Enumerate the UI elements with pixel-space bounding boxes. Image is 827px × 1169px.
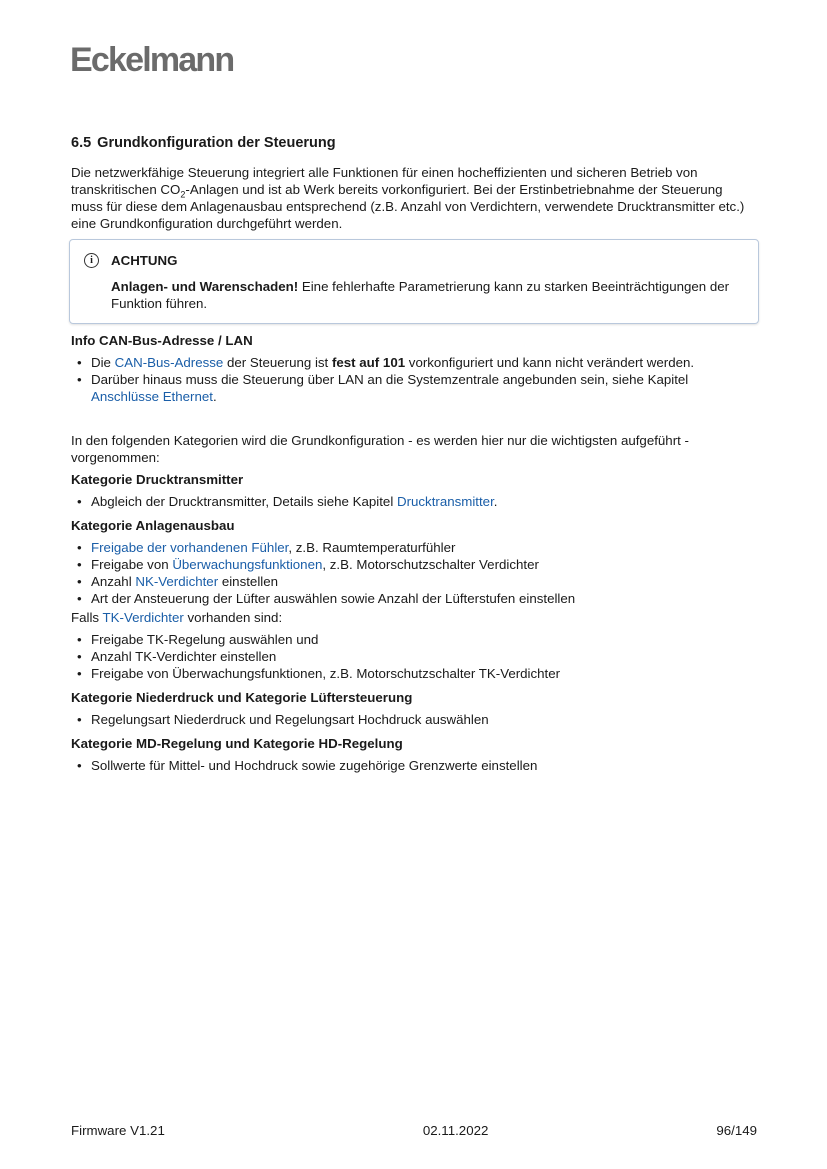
list-item <box>71 539 757 556</box>
info-list <box>71 354 757 405</box>
drucktransmitter-link[interactable]: Drucktransmitter <box>396 494 494 509</box>
tk-list <box>71 631 757 682</box>
text: . <box>493 494 498 509</box>
page-footer <box>71 1122 757 1139</box>
md-hd-heading: Kategorie MD-Regelung und Kategorie HD-Regelung <box>71 736 403 751</box>
intro-text-b: -Anlagen und ist ab Werk bereits vorkonfiguriert. Bei der Erstinbetriebnahme der Steuerung muss für diese dem Anlagenausbau entsprechend (z.B. Anzahl von Verdichtern, verwendete Drucktransmitter etc.) eine Grundkonfiguration durchgeführt werden. <box>71 182 745 231</box>
text: der Steuerung ist <box>223 355 332 370</box>
text: vorhanden sind: <box>183 610 283 625</box>
section-title-text: Grundkonfiguration der Steuerung <box>97 135 336 151</box>
categories-intro: In den folgenden Kategorien wird die Grundkonfiguration - es werden hier nur die wichtigsten aufgeführt - vorgenommen: <box>71 433 689 465</box>
nk-verdichter-link[interactable]: NK-Verdichter <box>135 574 219 589</box>
text: Die <box>91 355 115 370</box>
info-heading: Info CAN-Bus-Adresse / LAN <box>71 333 253 348</box>
list-item: • Anzahl TK-Verdichter einstellen <box>71 648 757 665</box>
niederdruck-heading: Kategorie Niederdruck und Kategorie Lüftersteuerung <box>71 690 413 705</box>
intro-text-a: Die netzwerkfähige Steuerung integriert alle Funktionen für einen hocheffizienten und sicheren Betrieb von transkritischen CO <box>71 165 698 197</box>
text: Falls <box>71 610 103 625</box>
text: , z.B. Raumtemperaturfühler <box>288 540 456 555</box>
anlagenausbau-heading: Kategorie Anlagenausbau <box>71 518 235 533</box>
notice-body <box>84 278 742 312</box>
notice-text: Eine fehlerhafte Parametrierung kann zu starken Beeinträchtigungen der Funktion führen. <box>111 279 730 311</box>
list-item: • Sollwerte für Mittel- und Hochdruck sowie zugehörige Grenzwerte einstellen <box>71 757 757 774</box>
eckelmann-logo: Eckelmann <box>70 41 234 79</box>
list-item: • Freigabe TK-Regelung auswählen und <box>71 631 757 648</box>
drucktransmitter-heading: Kategorie Drucktransmitter <box>71 472 244 487</box>
section-title <box>71 134 757 152</box>
footer-date: 02.11.2022 <box>422 1123 489 1138</box>
info-icon: i <box>84 253 99 268</box>
warning-notice <box>69 239 759 324</box>
text: Freigabe von <box>91 557 173 572</box>
bold-text: fest auf 101 <box>331 355 406 370</box>
text: vorkonfiguriert und kann nicht verändert werden. <box>405 355 695 370</box>
text: einstellen <box>218 574 279 589</box>
page-content <box>71 134 757 781</box>
footer-page-number: 96/149 <box>716 1123 757 1138</box>
section-number: 6.5 <box>71 135 92 151</box>
ueberwachungsfunktionen-link[interactable]: Überwachungsfunktionen <box>172 557 323 572</box>
tk-intro <box>71 609 757 626</box>
list-item <box>71 354 757 371</box>
anschluesse-ethernet-link[interactable]: Anschlüsse Ethernet <box>91 389 213 404</box>
text: Anzahl <box>91 574 136 589</box>
text: , z.B. Motorschutzschalter Verdichter <box>322 557 539 572</box>
text: Abgleich der Drucktransmitter, Details siehe Kapitel <box>91 494 397 509</box>
list-item: • Freigabe von Überwachungsfunktionen, z.B. Motorschutzschalter TK-Verdichter <box>71 665 757 682</box>
anlagenausbau-list <box>71 539 757 607</box>
text: Darüber hinaus muss die Steuerung über LAN an die Systemzentrale angebunden sein, siehe Kapitel <box>91 372 689 387</box>
list-item: • Art der Ansteuerung der Lüfter auswählen sowie Anzahl der Lüfterstufen einstellen <box>71 590 757 607</box>
list-item <box>71 573 757 590</box>
can-bus-adresse-link[interactable]: CAN-Bus-Adresse <box>114 355 224 370</box>
footer-firmware: Firmware V1.21 <box>71 1123 165 1138</box>
notice-header <box>84 252 742 269</box>
notice-title: ACHTUNG <box>111 253 178 268</box>
niederdruck-list <box>71 711 757 728</box>
freigabe-fuehler-link[interactable]: Freigabe der vorhandenen Fühler <box>91 540 289 555</box>
md-hd-list <box>71 757 757 774</box>
section-intro <box>71 164 757 232</box>
list-item <box>71 556 757 573</box>
intro-subscript: 2 <box>180 189 186 200</box>
list-item <box>71 371 757 405</box>
list-item <box>71 493 757 510</box>
notice-bold: Anlagen- und Warenschaden! <box>111 279 299 294</box>
drucktransmitter-list <box>71 493 757 510</box>
tk-verdichter-link[interactable]: TK-Verdichter <box>102 610 184 625</box>
list-item: • Regelungsart Niederdruck und Regelungsart Hochdruck auswählen <box>71 711 757 728</box>
text: . <box>212 389 217 404</box>
